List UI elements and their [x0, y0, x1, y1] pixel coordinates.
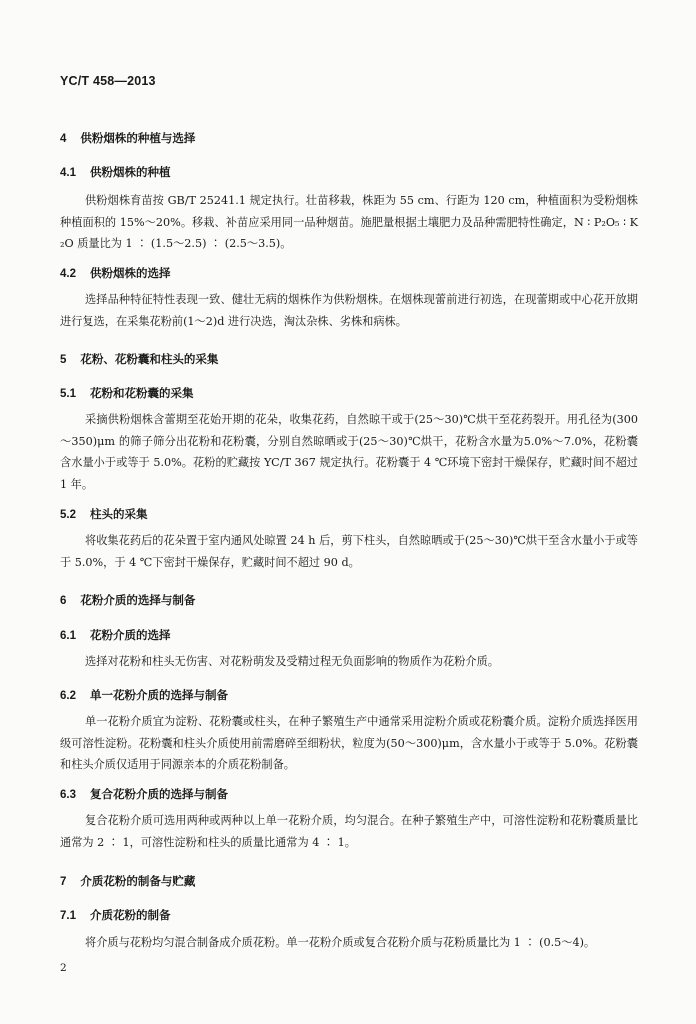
section-number: 6.1: [60, 630, 76, 642]
section-6-2-heading: [60, 687, 228, 703]
section-6-1-heading: [60, 627, 171, 643]
section-4-2-heading: [60, 265, 171, 281]
paragraph-6-3: 复合花粉介质可选用两种或两种以上单一花粉介质，均匀混合。在种子繁殖生产中，可溶性淀粉和花粉囊质量比通常为 2 ∶ 1，可溶性淀粉和柱头的质量比通常为 4 ∶ 1。: [60, 814, 638, 849]
section-title: 供粉烟株的种植与选择: [80, 133, 196, 145]
section-5-2-heading: [60, 506, 148, 522]
page-number: 2: [60, 962, 67, 974]
section-number: 5.1: [60, 388, 76, 400]
section-7-1-heading: [60, 907, 171, 923]
section-number: 4.2: [60, 268, 76, 280]
section-title: 柱头的采集: [90, 509, 148, 521]
section-title: 供粉烟株的选择: [90, 268, 171, 280]
section-6-3-heading: [60, 786, 228, 802]
section-title: 花粉介质的选择: [90, 630, 171, 642]
section-number: 4: [60, 133, 67, 145]
paragraph-6-1: 选择对花粉和柱头无伤害、对花粉萌发及受精过程无负面影响的物质作为花粉介质。: [85, 655, 499, 668]
section-title: 介质花粉的制备与贮藏: [80, 876, 196, 888]
section-number: 6.2: [60, 690, 76, 702]
section-title: 复合花粉介质的选择与制备: [90, 789, 228, 801]
section-title: 花粉、花粉囊和柱头的采集: [80, 354, 219, 366]
paragraph-7-1: 将介质与花粉均匀混合制备成介质花粉。单一花粉介质或复合花粉介质与花粉质量比为 1 ∶ (0.5～4)。: [85, 936, 596, 949]
section-title: 花粉介质的选择与制备: [80, 595, 196, 607]
section-5-heading: [60, 351, 218, 367]
section-number: 4.1: [60, 167, 76, 179]
paragraph-4-2: 选择品种特征特性表现一致、健壮无病的烟株作为供粉烟株。在烟株现蕾前进行初选，在现蕾期或中心花开放期进行复选，在采集花粉前(1～2)d 进行决选，淘汰杂株、劣株和病株。: [60, 293, 638, 328]
paragraph-4-1: 供粉烟株育苗按 GB/T 25241.1 规定执行。壮苗移栽，株距为 55 cm、行距为 120 cm，种植面积为受粉烟株种植面积的 15%～20%。移栽、补苗应采用同一品种烟苗。施肥量根据土壤肥力及品种需肥特性确定，N ∶ P₂O₅ ∶ K₂O 质量比为 1 ∶ (1.5～2.5) ∶ (2.5～3.5)。: [60, 194, 638, 250]
section-title: 供粉烟株的种植: [90, 167, 171, 179]
section-6-heading: [60, 592, 195, 608]
section-7-heading: [60, 873, 195, 889]
paragraph-6-2: 单一花粉介质宜为淀粉、花粉囊或柱头，在种子繁殖生产中通常采用淀粉介质或花粉囊介质。淀粉介质选择医用级可溶性淀粉。花粉囊和柱头介质使用前需磨碎至细粉状，粒度为(50～300)μm，含水量小于或等于 5.0%。花粉囊和柱头介质仅适用于同源亲本的介质花粉制备。: [60, 715, 638, 771]
standard-header: YC/T 458—2013: [60, 74, 156, 88]
section-4-1-heading: [60, 164, 171, 180]
section-title: 介质花粉的制备: [90, 910, 171, 922]
section-number: 6.3: [60, 789, 76, 801]
paragraph-5-1: 采摘供粉烟株含蕾期至花始开期的花朵，收集花药，自然晾干或于(25～30)℃烘干至花药裂开。用孔径为(300～350)μm 的筛子筛分出花粉和花粉囊，分别自然晾晒或于(25～30)℃烘干，花粉含水量为5.0%～7.0%，花粉囊含水量小于或等于 5.0%。花粉的贮藏按 YC/T 367 规定执行。花粉囊于 4 ℃环境下密封干燥保存，贮藏时间不超过 1 年。: [60, 413, 638, 491]
section-number: 6: [60, 595, 67, 607]
section-title: 单一花粉介质的选择与制备: [90, 690, 228, 702]
section-number: 7: [60, 876, 67, 888]
section-4-heading: [60, 130, 195, 146]
paragraph-5-2: 将收集花药后的花朵置于室内通风处晾置 24 h 后，剪下柱头，自然晾晒或于(25～30)℃烘干至含水量小于或等于 5.0%，于 4 ℃下密封干燥保存，贮藏时间不超过 90 d。: [60, 534, 638, 569]
section-number: 7.1: [60, 910, 76, 922]
section-title: 花粉和花粉囊的采集: [90, 388, 194, 400]
section-number: 5: [60, 354, 67, 366]
section-5-1-heading: [60, 385, 194, 401]
section-number: 5.2: [60, 509, 76, 521]
